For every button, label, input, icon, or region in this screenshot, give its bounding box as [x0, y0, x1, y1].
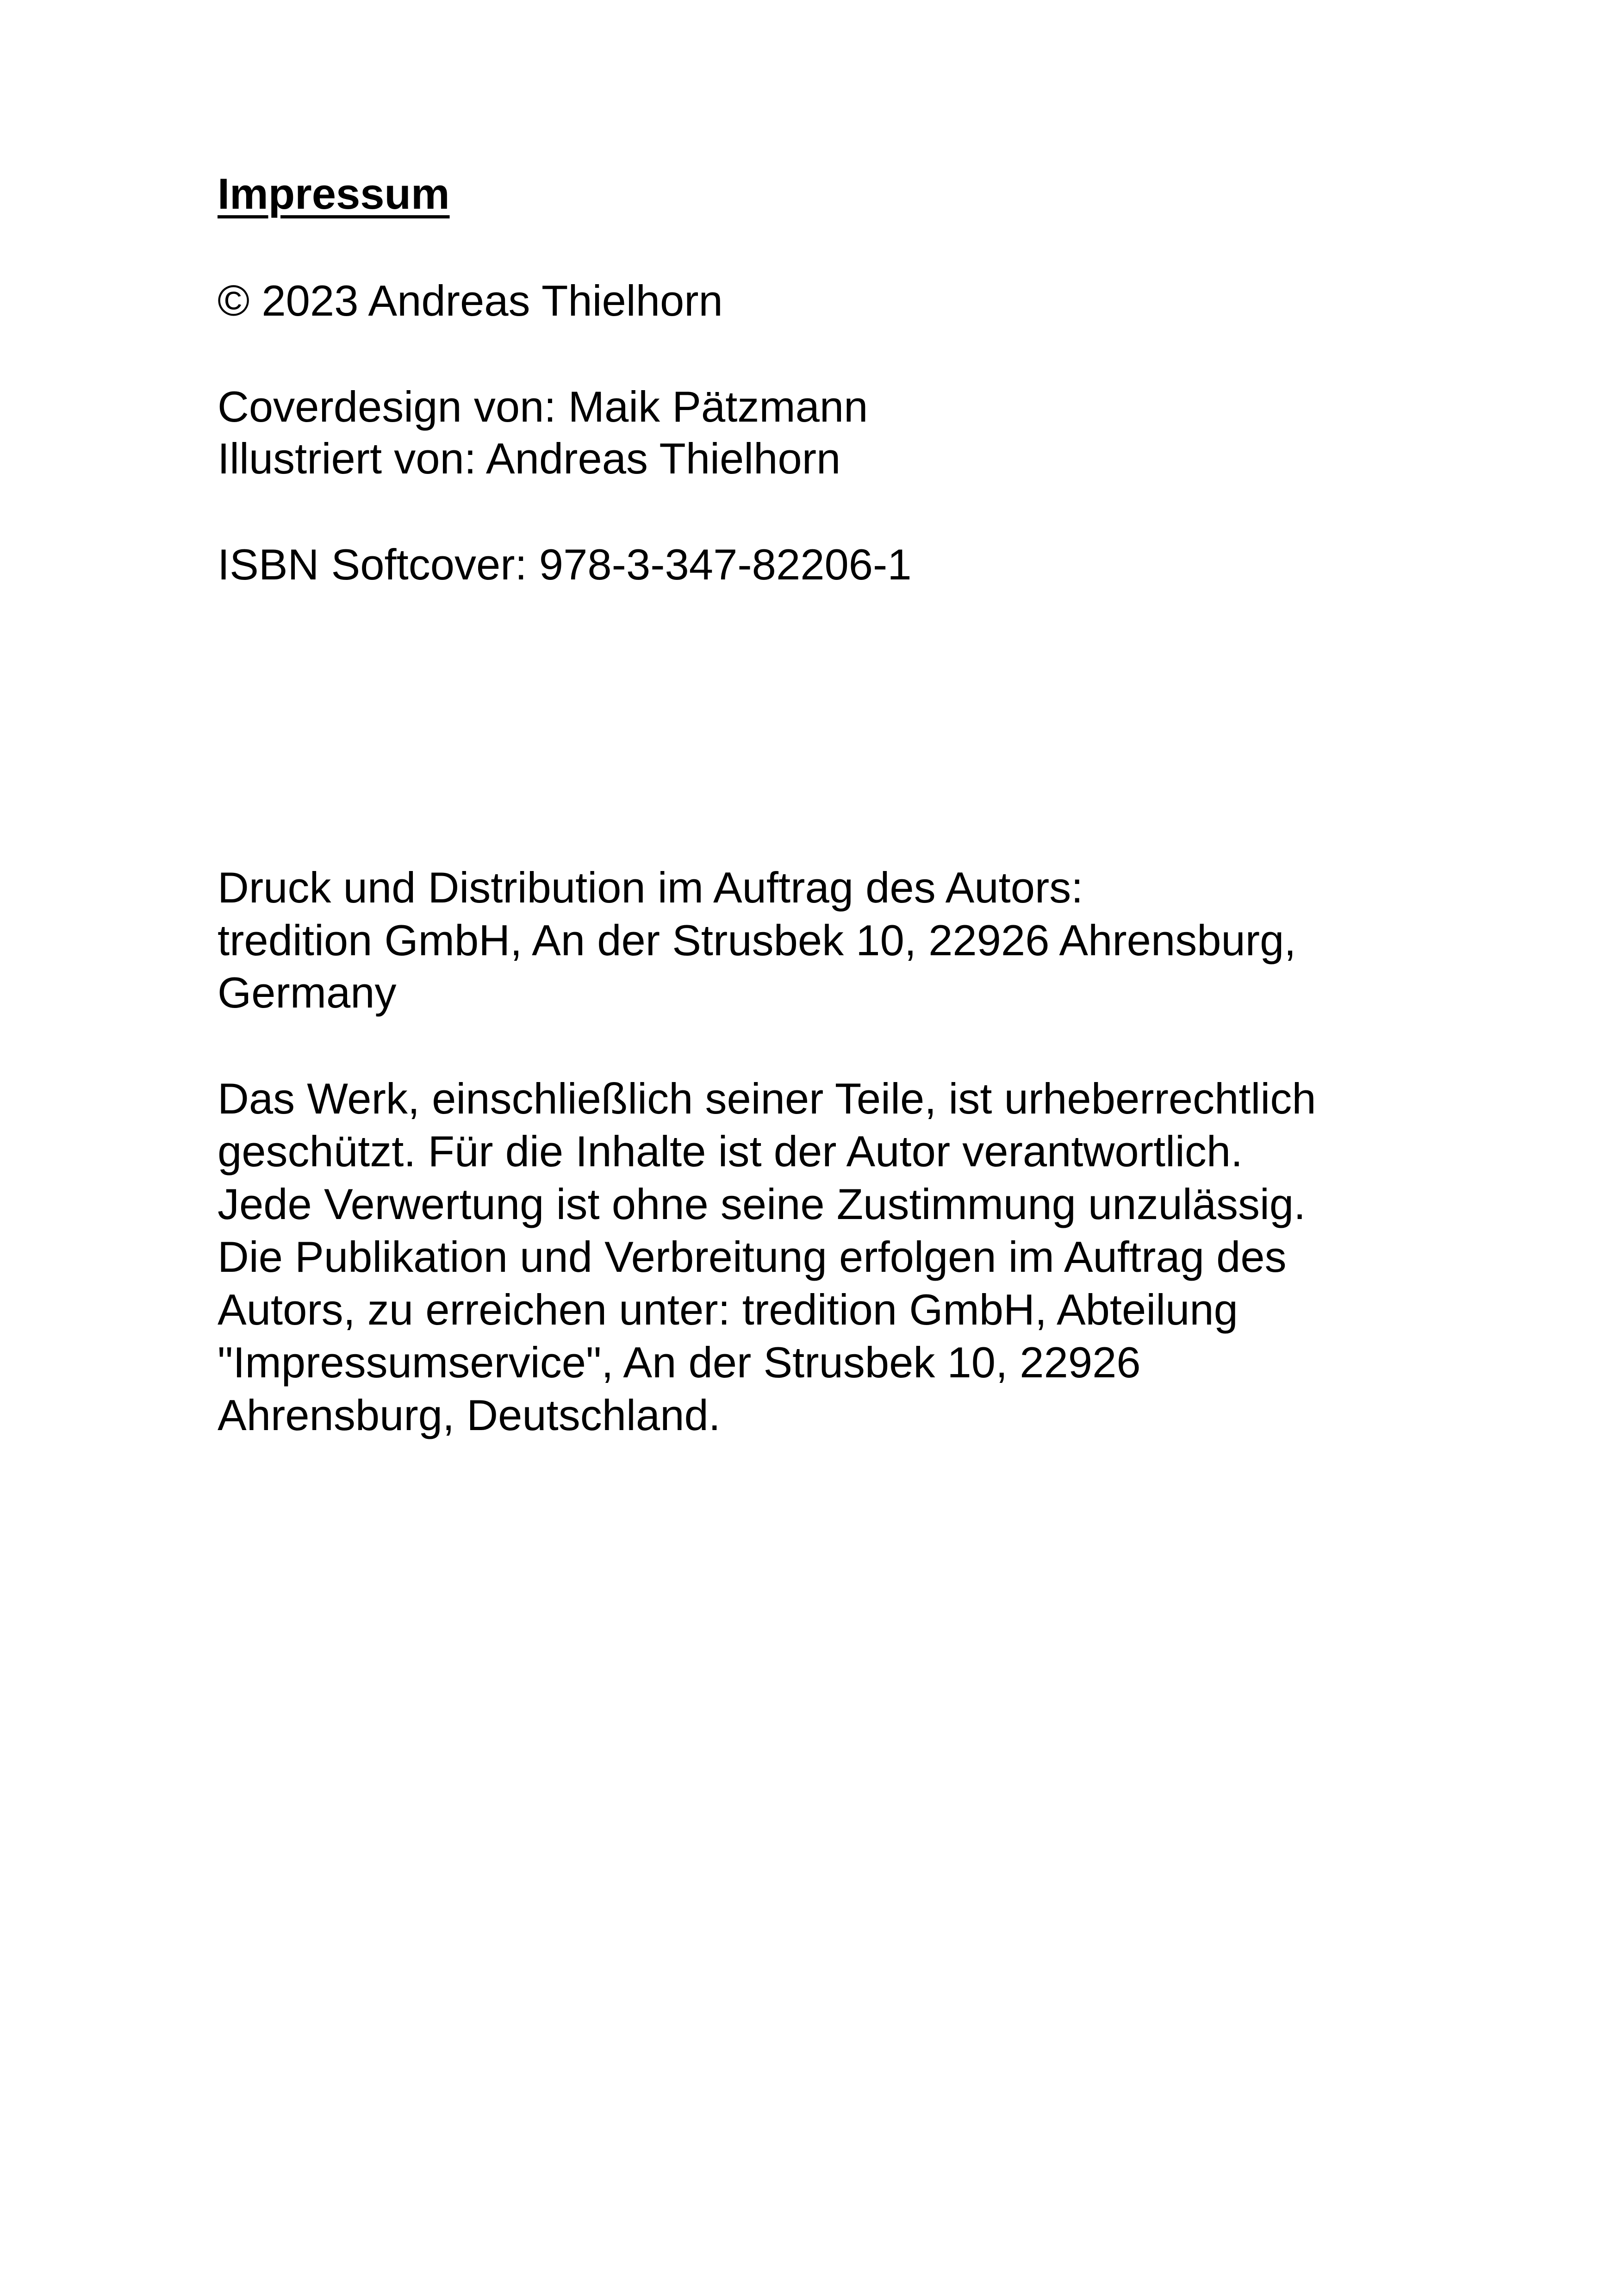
illustration-credit: Illustriert von: Andreas Thielhorn — [218, 434, 841, 483]
page-title: Impressum — [218, 169, 450, 218]
distribution-line: Germany — [218, 968, 397, 1017]
legal-notice-line: "Impressumservice", An der Strusbek 10, 22926 — [218, 1338, 1141, 1387]
distribution-line: Druck und Distribution im Auftrag des Autors: — [218, 863, 1083, 912]
distribution-line: tredition GmbH, An der Strusbek 10, 22926 Ahrensburg, — [218, 916, 1296, 964]
legal-notice-line: geschützt. Für die Inhalte ist der Autor verantwortlich. — [218, 1127, 1243, 1176]
isbn-line: ISBN Softcover: 978-3-347-82206-1 — [218, 540, 912, 589]
cover-design-credit: Coverdesign von: Maik Pätzmann — [218, 382, 868, 431]
legal-notice-line: Das Werk, einschließlich seiner Teile, ist urheberrechtlich — [218, 1074, 1316, 1123]
copyright-line: © 2023 Andreas Thielhorn — [218, 276, 723, 325]
legal-notice-line: Die Publikation und Verbreitung erfolgen im Auftrag des — [218, 1232, 1287, 1281]
legal-notice-line: Ahrensburg, Deutschland. — [218, 1391, 721, 1439]
legal-notice-line: Autors, zu erreichen unter: tredition GmbH, Abteilung — [218, 1285, 1238, 1334]
legal-notice-line: Jede Verwertung ist ohne seine Zustimmung unzulässig. — [218, 1180, 1306, 1228]
